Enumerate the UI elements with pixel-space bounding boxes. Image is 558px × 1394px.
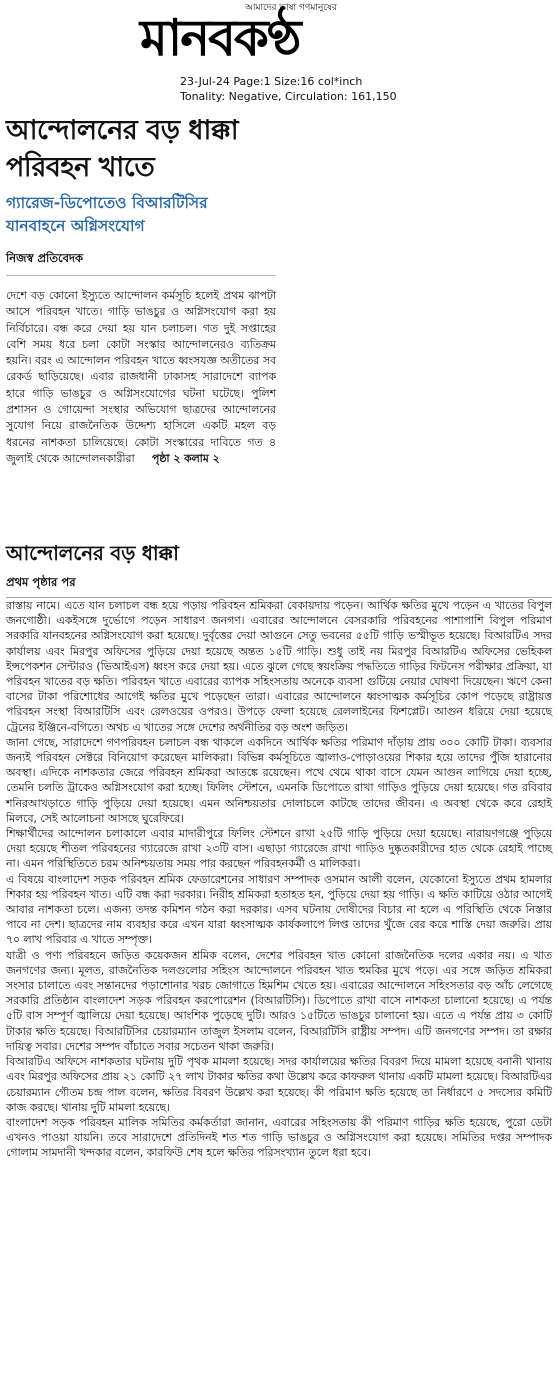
lead-text: দেশে বড় কোনো ইস্যুতে আন্দোলন কর্মসূচি হলেই প্রথম ঝাপটা আসে পরিবহন খাতে। গাড়ি ভাঙচুর ও অগ্নিসংযোগ করা হয় নির্বিচারে। বন্ধ করে দেয়া হয় যান চলাচল। গত দুই সপ্তাহের বেশি সময় ধরে চলা কোটা সংস্কার আন্দোলনেরও ব্যতিক্রম হয়নি। বরং এ আন্দোলন পরিবহন খাতে ধ্বংসযজ্ঞ অতীতের সব রেকর্ড ছাড়িয়েছে। এবার রাজধানী ঢাকাসহ সারাদেশে ব্যাপক হারে গাড়ি ভাঙচুর ও অগ্নিসংযোগের ঘটনা ঘটেছে। পুলিশ প্রশাসন ও গোয়েন্দা সংস্থার অভিযোগ ছাত্রদের আন্দোলনের সুযোগ নিয়ে রাজনৈতিক উদ্দেশ্য হাসিলে একটি মহল বড় ধরনের নাশকতা চালিয়েছে। কোটা সংস্কারের দাবিতে গত ৪ জুলাই থেকে আন্দোলনকারীরা [6, 289, 276, 465]
masthead-tagline: আমাদের ভাষা গণমানুষের [245, 3, 337, 13]
meta-date-page-size: 23-Jul-24 Page:1 Size:16 col*inch [180, 75, 363, 88]
body-paragraph: জানা গেছে, সারাদেশে গণপরিবহন চলাচল বন্ধ থাকলে একদিনে আর্থিক ক্ষতির পরিমাণ দাঁড়ায় প্রায় ৩০০ কোটি টাকা। ব্যবসার জন্যই পরিবহন সেক্টরে বিনিয়োগ করেছেন মালিকরা। বিভিন্ন কর্মসূচিতে জ্বালাও-পোড়াওয়ের শিকার হয়ে তাদের পুঁজি হারানোর অবস্থা। এদিকে নাশকতার জেরে পরিবহন শ্রমিকরা আতঙ্কে রয়েছেন। পথে থেমে থাকা বাসে যেমন আগুন লাগিয়ে দেয়া হচ্ছে, তেমনি চলতি ট্রাকেও অগ্নিসংযোগ করা হচ্ছে। ফিলিং স্টেশনে, এমনকি ডিপোতে রাখা গাড়িও পুড়িয়ে দেয়া হয়েছে। গত রবিবার শনিরআখড়াতে গাড়ি পুড়িয়ে দেয়া হয়েছে। এমন অনিশ্চয়তার দোলাচলে কাটছে তাদের জীবন। এ অবস্থা থেকে কবে রেহাই মিলবে, সেই আলোচনা আসছে ঘুরেফিরে। [6, 735, 552, 825]
continued-article [6, 538, 552, 1388]
subhead-line-2: যানবাহনে অগ্নিসংযোগ [6, 217, 145, 235]
headline-line-2: পরিবহন খাতে [6, 152, 155, 183]
meta-tonality-circulation: Tonality: Negative, Circulation: 161,150 [180, 90, 397, 103]
jump-reference: পৃষ্ঠা ২ কলাম ২ [152, 451, 220, 465]
front-page-article [6, 112, 276, 534]
subhead-line-1: গ্যারেজ-ডিপোতেও বিআরটিসির [6, 194, 208, 212]
body-paragraph: বিআরটিএ অফিসে নাশকতার ঘটনায় দুটি পৃথক মামলা হয়েছে। সদর কার্যালয়ের ক্ষতির বিবরণ দিয়ে মামলা হয়েছে বনানী থানায় এবং মিরপুর অফিসের প্রায় ২১ কোটি ২৭ লাখ টাকার ক্ষতির কথা উল্লেখ করে কাফরুল থানায় একটি মামলা হয়েছে। বিআরটিএর চেয়ারম্যান গৌতম চন্দ্র পাল বলেন, ক্ষতির বিবরণ উল্লেখ করা হয়েছে। কী পরিমাণ ক্ষতি হয়েছে তা নির্ধারণে ৫ সদস্যের কমিটি কাজ করছে। থানায় দুটি মামলা হয়েছে। [6, 1055, 552, 1114]
article-headline [6, 112, 276, 186]
body-paragraph: শিক্ষার্থীদের আন্দোলন চলাকালে এবার মাদারীপুরে ফিলিং স্টেশনে রাখা ২৫টি গাড়ি পুড়িয়ে দেয়া হয়েছে। নারায়ণগঞ্জে পুড়িয়ে দেয়া হয়েছে শীতল পরিবহনের গ্যারেজে রাখা ২৩টি বাস। এছাড়া গ্যারেজে রাখা গাড়িও দুষ্কৃতকারীদের হাত থেকে রেহাই পাচ্ছে না। এমন পরিস্থিতিতে চরম অনিশ্চয়তায় সময় পার করছেন পরিবহনকর্মী ও মালিকরা। [6, 827, 552, 871]
body-paragraph: যাত্রী ও পণ্য পরিবহনে জড়িত কয়েকজন শ্রমিক বলেন, দেশের পরিবহন খাত কোনো রাজনৈতিক দলের একার নয়। এ খাত জনগণের জন্য। মূলত, রাজনৈতিক দলগুলোর সহিংস আন্দোলনে পরিবহন খাত হুমকির মুখে পড়ে। এর সঙ্গে জড়িত শ্রমিকরা সংসার চালাতে এবং সন্তানদের পড়াশোনার খরচ জোগাতে হিমশিম খেতে হয়। এবারের আন্দোলনে সহিংসতার বড় আঁচ লেগেছে সরকারি প্রতিষ্ঠান বাংলাদেশ সড়ক পরিবহন করপোরেশন (বিআরটিসি)। ডিপোতে রাখা বাসে নাশকতা চালানো হয়েছে। এ পর্যন্ত ৫টি বাস সম্পূর্ণ জ্বালিয়ে দেয়া হয়েছে। আংশিক পুড়েছে দুটি। আরও ১৫টিতে ভাঙচুর চালানো হয়। এতে এ পর্যন্ত প্রায় ৩ কোটি টাকার ক্ষতি হয়েছে। বিআরটিসির চেয়ারম্যান তাজুল ইসলাম বলেন, বিআরটিসি রাষ্ট্রীয় সম্পদ। এটি জনগণের সম্পদ। তা রক্ষার দায়িত্ব সবার। দেশের সম্পদ বাঁচাতে সবার সচেতন থাকা জরুরি। [6, 948, 552, 1053]
continued-from-label: প্রথম পৃষ্ঠার পর [6, 575, 76, 589]
clipping-meta [180, 74, 397, 104]
byline: নিজস্ব প্রতিবেদক [6, 250, 276, 276]
article-subheadline [6, 192, 276, 238]
body-paragraph: বাংলাদেশ সড়ক পরিবহন মালিক সমিতির কর্মকর্তারা জানান, এবারের সহিংসতায় কী পরিমাণ গাড়ির ক্ষতি হয়েছে, পুরো ডেটা এখনও পাওয়া যায়নি। তবে সারাদেশে প্রতিদিনই শত শত গাড়ি ভাঙচুর ও অগ্নিসংযোগ করা হয়েছে। সমিতির দপ্তর সম্পাদক গোলাম সামদানী খন্দকার বলেন, কারফিউ শেষ হলে ক্ষতির পরিসংখ্যান তুলে ধরা হবে। [6, 1115, 552, 1160]
continued-headline: আন্দোলনের বড় ধাক্কা [6, 541, 179, 565]
lead-paragraph [6, 288, 276, 467]
newspaper-logo: মানবকণ্ঠ [140, 9, 300, 67]
masthead [140, 0, 440, 68]
headline-line-1: আন্দোলনের বড় ধাক্কা [6, 115, 239, 146]
body-paragraph: রাস্তায় নামে। এতে যান চলাচল বন্ধ হয়ে পড়ায় পরিবহন শ্রমিকরা বেকায়দায় পড়েন। আর্থিক ক্ষতির মুখে পড়েন এ খাতের বিপুল জনগোষ্ঠী। একইসঙ্গে দুর্ভোগে পড়েন সাধারণ জনগণ। এবারের আন্দোলনে বেসরকারি পরিবহনের পাশাপাশি বিপুল পরিমাণ সরকারি যানবহনের অগ্নিসংযোগ করা হয়েছে। দুর্বৃত্তের দেয়া আগুনে সেতু ভবনের ৫৫টি গাড়ি ভস্মীভূত হয়েছে। বিআরটিএ সদর কার্যালয় এবং মিরপুর অফিসের পুড়িয়ে দেয়া হয়েছে অন্তত ১৫টি গাড়ি। শুধু তাই নয় মিরপুর বিআরটিএ অফিসের ভেহিকল ইন্সপেকশন সেন্টারও (ভিআইএস) ধ্বংস করে দেয়া হয়। এতে ঝুলে গেছে স্বয়ংক্রিয় পদ্ধতিতে গাড়ির ফিটনেস পরীক্ষার প্রক্রিয়া, যা পরিবহন খাতের বড় ক্ষতি। পরিবহন খাতে এবারের ব্যাপক সহিংসতায় অনেকে ব্যবসা গুটিয়ে নেয়ার ঘোষণা দিয়েছেন। ঋণে কেনা বাসের টাকা পরিশোধের আগেই ক্ষতির মুখে পড়েছেন তারা। এবারের আন্দোলনে ধ্বংসাত্মক কর্মসূচির কোপ পড়েছে রাষ্ট্রায়ত্ত পরিবহন সংস্থা বিআরটিসি এবং রেলওয়ের ওপরও। উপড়ে ফেলা হয়েছে রেললাইনের ফিশপ্লেট। আগুন ধরিয়ে দেয়া হয়েছে ট্রেনের ইঞ্জিনে-বগিতে। অথচ এ খাতের সঙ্গে দেশের অর্থনীতির বড় অংশ জড়িত। [6, 599, 552, 734]
body-paragraph: এ বিষয়ে বাংলাদেশ সড়ক পরিবহন শ্রমিক ফেডারেশনের সাধারণ সম্পাদক ওসমান আলী বলেন, যেকোনো ইস্যুতে প্রথম হামলার শিকার হয় পরিবহন খাত। এটি বন্ধ করা দরকার। নিরীহ শ্রমিকরা হতাহত হন, পুড়িয়ে দেয়া হয় গাড়ি। এ ক্ষতি কাটিয়ে ওঠার আগেই আবার নাশকতা চলে। এজন্য তদন্ত কমিশন গঠন করা দরকার। এসব ঘটনায় দোষীদের বিচার না হলে এ পরিস্থিতি থেকে নিস্তার পাবে না দেশ। ছাত্রদের নাম ব্যবহার করে এখন যারা ধ্বংসাত্মক কার্যকলাপে লিপ্ত তাদের খুঁজে বের করে শাস্তি দেয়া জরুরি। প্রায় ৭০ লাখ পরিবার এ খাতে সম্পৃক্ত। [6, 872, 552, 947]
